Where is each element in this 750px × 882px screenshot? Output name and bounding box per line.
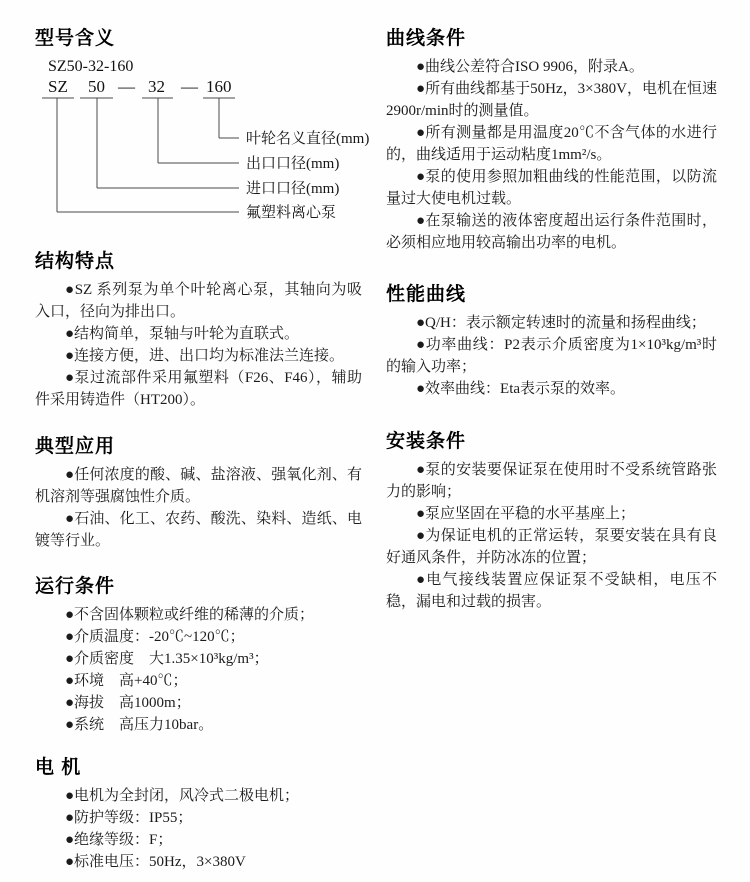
bullet-item: ●石油、化工、农药、酸洗、染料、造纸、电镀等行业。 xyxy=(35,511,362,549)
section-operating xyxy=(35,576,362,736)
diagram-label-outlet-diameter: 出口口径(mm) xyxy=(246,156,340,172)
bullet-item: ●系统 高压力10bar。 xyxy=(65,717,214,733)
motor-section-heading: 电 机 xyxy=(35,757,82,778)
model-section-heading: 型号含义 xyxy=(35,28,116,49)
left-column xyxy=(35,28,370,873)
operating-section-heading: 运行条件 xyxy=(35,576,116,597)
bullet-item: ●泵的安装要保证泵在使用时不受系统管路张力的影响； xyxy=(386,462,717,500)
applications-section-heading: 典型应用 xyxy=(35,436,116,457)
bullet-item: ●功率曲线：P2表示介质密度为1×10³kg/m³时的输入功率； xyxy=(386,337,717,375)
bullet-item: ●所有测量都是用温度20℃不含气体的水进行的，曲线适用于运动粘度1mm²/s。 xyxy=(386,125,717,163)
diagram-lines xyxy=(42,98,239,212)
installation-section-heading: 安装条件 xyxy=(386,431,467,452)
section-curve-conditions xyxy=(386,28,717,254)
curve-section-heading: 曲线条件 xyxy=(386,28,467,49)
diagram-label-inlet-diameter: 进口口径(mm) xyxy=(246,181,340,197)
model-token-dash: — xyxy=(181,77,198,96)
bullet-item: ●标准电压：50Hz，3×380V xyxy=(65,854,246,870)
bullet-item: ●效率曲线：Eta表示泵的效率。 xyxy=(416,381,626,397)
bullet-item: ●Q/H：表示额定转速时的流量和扬程曲线； xyxy=(416,315,706,331)
bullet-item: ●电气接线装置应保证泵不受缺相，电压不稳，漏电和过载的损害。 xyxy=(386,572,717,610)
model-token-160: 160 xyxy=(206,77,232,96)
bullet-item: ●介质温度：-20℃~120℃； xyxy=(65,629,245,645)
bullet-item: ●泵过流部件采用氟塑料（F26、F46），辅助件采用铸造件（HT200）。 xyxy=(35,370,362,408)
model-token-dash: — xyxy=(118,77,135,96)
bullet-item: ●结构简单，泵轴与叶轮为直联式。 xyxy=(65,326,300,342)
bullet-item: ●绝缘等级：F； xyxy=(65,832,173,848)
section-applications xyxy=(35,436,362,552)
bullet-item: ●电机为全封闭，风冷式二极电机； xyxy=(65,788,300,804)
bullet-item: ●不含固体颗粒或纤维的稀薄的介质； xyxy=(65,607,315,623)
bullet-item: ●海拔 高1000m； xyxy=(65,695,191,711)
bullet-item: ●介质密度 大1.35×10³kg/m³； xyxy=(65,651,269,667)
structure-section-heading: 结构特点 xyxy=(35,251,116,272)
model-code-diagram xyxy=(35,56,370,228)
section-structure xyxy=(35,251,362,411)
bullet-item: ●泵应坚固在平稳的水平基座上； xyxy=(416,506,636,522)
bullet-item: ●为保证电机的正常运转，泵要安装在具有良好通风条件，并防冰冻的位置； xyxy=(386,528,717,566)
section-performance-curves xyxy=(386,284,717,400)
bullet-item: ●泵的使用参照加粗曲线的性能范围，以防流量过大使电机过载。 xyxy=(386,169,717,207)
section-installation xyxy=(386,431,717,613)
bullet-item: ●防护等级：IP55； xyxy=(65,810,193,826)
bullet-item: ●在泵输送的液体密度超出运行条件范围时，必须相应地用较高输出功率的电机。 xyxy=(386,213,717,251)
diagram-label-impeller-diameter: 叶轮名义直径(mm) xyxy=(246,131,370,147)
bullet-item: ●连接方便，进、出口均为标准法兰连接。 xyxy=(65,348,345,364)
model-token-sz: SZ xyxy=(48,77,68,96)
bullet-item: ●环境 高+40℃； xyxy=(65,673,188,689)
bullet-item: ●所有曲线都基于50Hz，3×380V，电机在恒速2900r/min时的测量值。 xyxy=(386,81,717,119)
bullet-item: ●SZ 系列泵为单个叶轮离心泵，其轴向为吸入口，径向为排出口。 xyxy=(35,282,362,320)
right-column xyxy=(386,28,717,613)
section-motor xyxy=(35,757,362,873)
model-token-50: 50 xyxy=(88,77,105,96)
bullet-item: ●任何浓度的酸、碱、盐溶液、强氧化剂、有机溶剂等强腐蚀性介质。 xyxy=(35,467,362,505)
model-token-32: 32 xyxy=(148,77,165,96)
diagram-label-pump-type: 氟塑料离心泵 xyxy=(246,205,337,221)
bullet-item: ●曲线公差符合ISO 9906，附录A。 xyxy=(416,59,644,75)
model-code: SZ50-32-160 xyxy=(48,58,134,75)
section-model xyxy=(35,28,370,228)
performance-section-heading: 性能曲线 xyxy=(386,284,467,305)
